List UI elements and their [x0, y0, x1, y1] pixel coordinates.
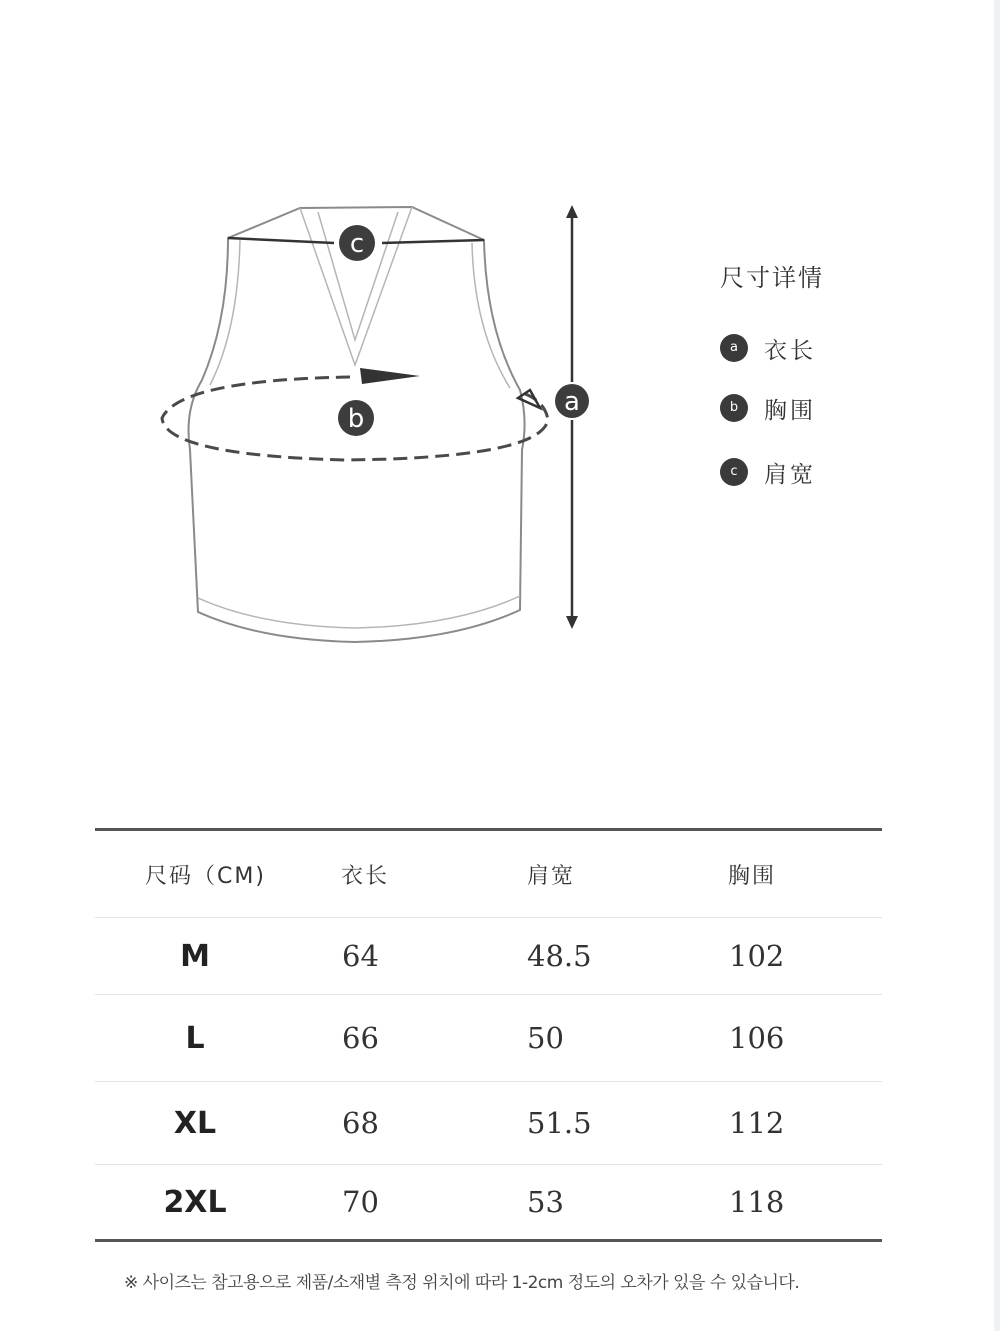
measurement-legend — [720, 258, 920, 517]
legend-label-length: 衣长 — [764, 337, 816, 364]
legend-label-shoulder: 肩宽 — [764, 461, 816, 488]
table-row — [95, 994, 882, 1081]
legend-item-length — [720, 333, 920, 363]
header-size: 尺码（CM) — [145, 863, 266, 889]
header-shoulder: 肩宽 — [527, 863, 576, 889]
shoulder-value: 51.5 — [527, 1106, 592, 1140]
size-label: 2XL — [163, 1184, 227, 1220]
table-header-row — [95, 831, 882, 917]
marker-a-label: a — [564, 387, 580, 417]
marker-b-label: b — [347, 404, 365, 434]
length-value: 70 — [342, 1185, 379, 1219]
legend-label-chest: 胸围 — [764, 397, 816, 424]
shoulder-value: 50 — [527, 1021, 564, 1055]
header-chest: 胸围 — [728, 863, 777, 889]
table-row — [95, 1081, 882, 1164]
legend-title: 尺寸详情 — [720, 264, 824, 292]
length-arrow-top — [566, 205, 578, 218]
size-label: L — [185, 1020, 205, 1056]
shoulder-value: 48.5 — [527, 939, 592, 973]
size-table — [95, 828, 882, 1242]
legend-marker-c: c — [720, 458, 748, 486]
table-row — [95, 1164, 882, 1239]
chest-value: 102 — [729, 939, 785, 973]
size-label: M — [180, 938, 210, 974]
length-value: 66 — [342, 1021, 379, 1055]
marker-c-label: c — [349, 229, 365, 259]
chest-value: 112 — [729, 1106, 785, 1140]
size-disclaimer-note: ※ 사이즈는 참고용으로 제품/소재별 측정 위치에 따라 1-2cm 정도의 오차가 있을 수 있습니다. — [124, 1273, 800, 1293]
table-row — [95, 917, 882, 994]
chest-value: 106 — [729, 1021, 785, 1055]
length-value: 68 — [342, 1106, 379, 1140]
length-arrow-bottom — [566, 616, 578, 629]
size-label: XL — [173, 1105, 217, 1141]
legend-marker-b: b — [720, 394, 748, 422]
shoulder-value: 53 — [527, 1185, 564, 1219]
legend-item-shoulder — [720, 457, 920, 487]
header-length: 衣长 — [341, 863, 390, 889]
length-value: 64 — [342, 939, 379, 973]
chest-value: 118 — [729, 1185, 785, 1219]
legend-item-chest — [720, 393, 920, 423]
legend-marker-a: a — [720, 334, 748, 362]
